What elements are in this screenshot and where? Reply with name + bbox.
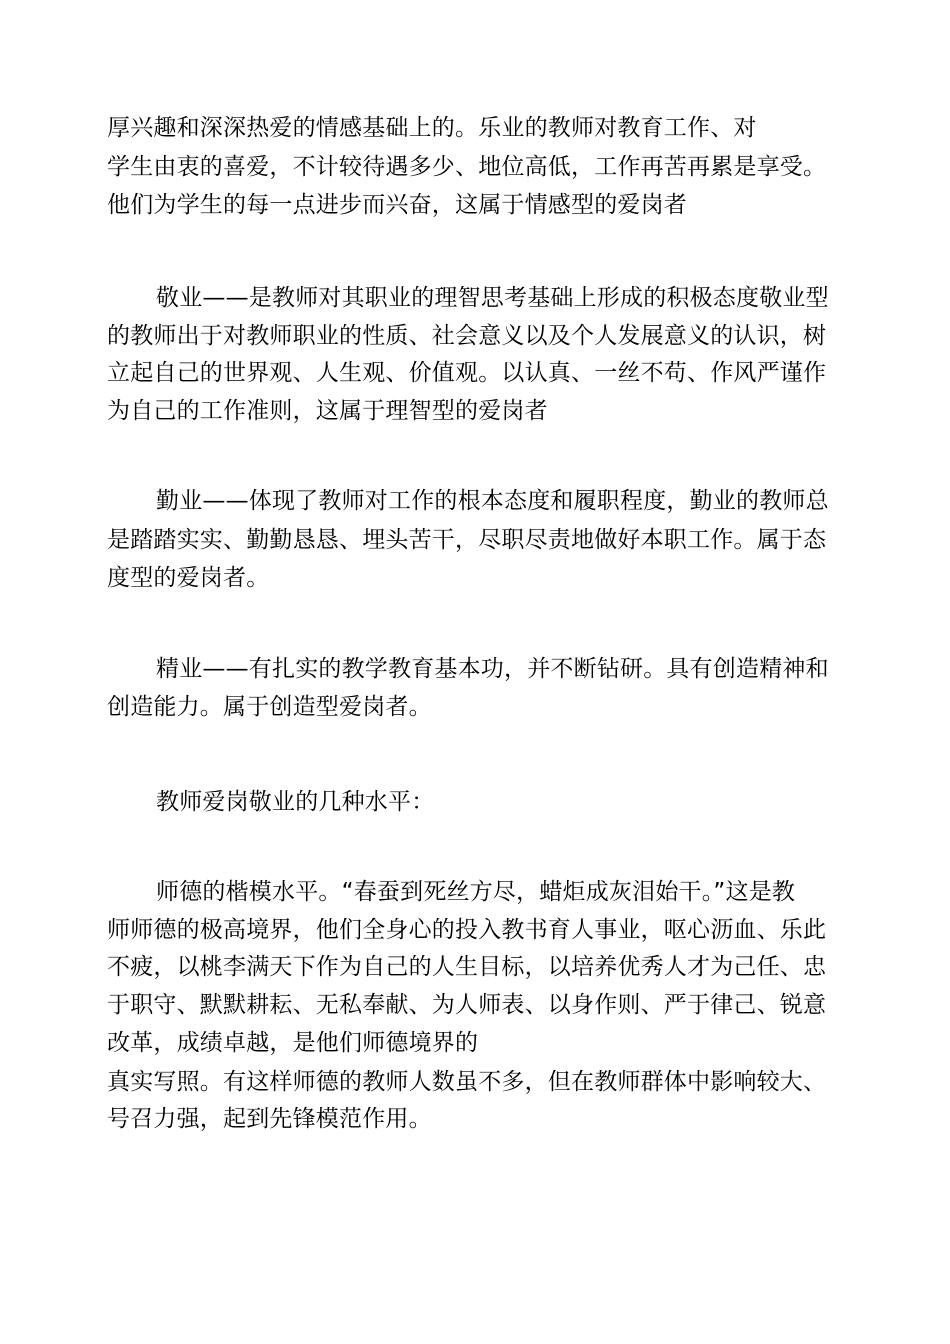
- paragraph-line: 的教师出于对教师职业的性质、社会意义以及个人发展意义的认识，树: [107, 323, 827, 349]
- paragraph-line: 师师德的极高境界，他们全身心的投入教书育人事业，呕心沥血、乐此: [107, 917, 827, 943]
- paragraph-line: 精业——有扎实的教学教育基本功，并不断钻研。具有创造精神和: [156, 656, 829, 682]
- paragraph-line: 为自己的工作准则，这属于理智型的爱岗者: [107, 398, 548, 424]
- paragraph-line: 勤业——体现了教师对工作的根本态度和履职程度，勤业的教师总: [156, 488, 829, 514]
- paragraph-line: 创造能力。属于创造型爱岗者。: [107, 694, 432, 720]
- paragraph-line: 厚兴趣和深深热爱的情感基础上的。乐业的教师对教育工作、对: [107, 115, 757, 141]
- paragraph-line: 立起自己的世界观、人生观、价值观。以认真、一丝不苟、作风严谨作: [107, 360, 827, 386]
- paragraph-line: 号召力强，起到先锋模范作用。: [107, 1106, 432, 1132]
- paragraph-line: 不疲，以桃李满天下作为自己的人生目标，以培养优秀人才为己任、忠: [107, 954, 827, 980]
- paragraph-line: 是踏踏实实、勤勤恳恳、埋头苦干，尽职尽责地做好本职工作。属于态: [107, 527, 827, 553]
- paragraph-line: 学生由衷的喜爱，不计较待遇多少、地位高低，工作再苦再累是享受。: [107, 154, 827, 180]
- paragraph-line: 改革，成绩卓越，是他们师德境界的: [107, 1030, 479, 1056]
- paragraph-line: 度型的爱岗者。: [107, 565, 270, 591]
- paragraph-line: 师德的楷模水平。“春蚕到死丝方尽，蜡炬成灰泪始干。”这是教: [156, 879, 796, 905]
- section-heading: 教师爱岗敬业的几种水平：: [156, 789, 435, 815]
- paragraph-line: 敬业——是教师对其职业的理智思考基础上形成的积极态度敬业型: [156, 285, 829, 311]
- paragraph-line: 真实写照。有这样师德的教师人数虽不多，但在教师群体中影响较大、: [107, 1069, 827, 1095]
- paragraph-line: 他们为学生的每一点进步而兴奋，这属于情感型的爱岗者: [107, 192, 687, 218]
- paragraph-line: 于职守、默默耕耘、无私奉献、为人师表、以身作则、严于律己、锐意: [107, 992, 827, 1018]
